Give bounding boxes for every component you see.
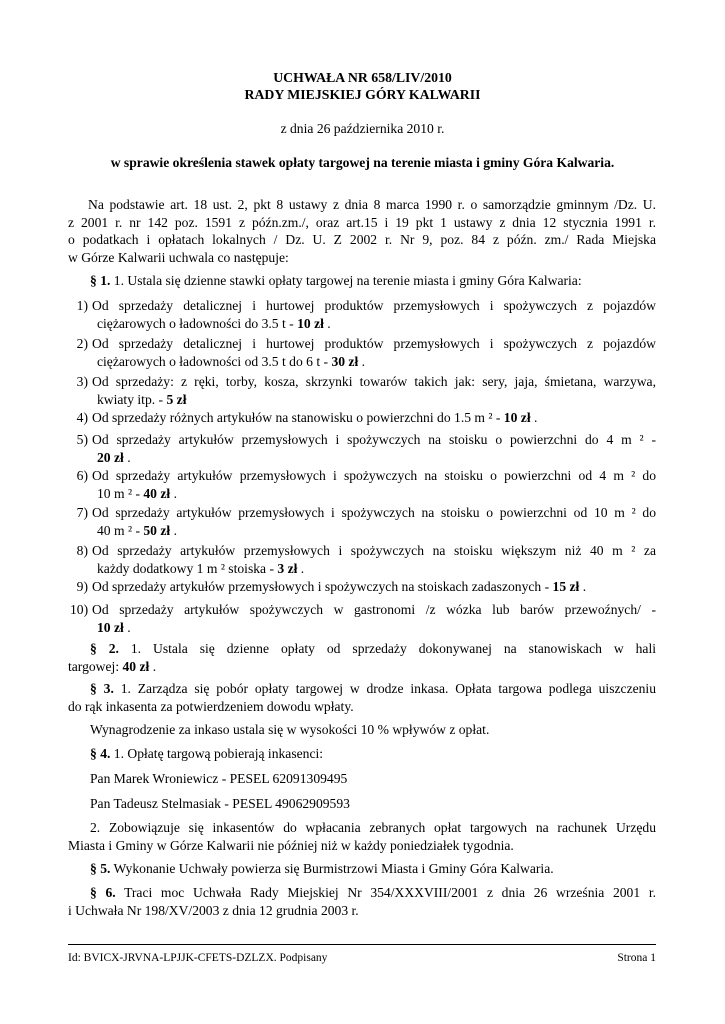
list-item: 1) Od sprzedaży detalicznej i hurtowej produktów przemysłowych i spożywczych z pojazdów ciężarowych o ładowności do 3.5 t - 10 zł . (76, 298, 656, 331)
preamble (68, 196, 656, 266)
list-item: 9) Od sprzedaży artykułów przemysłowych i spożywczych na stoiskach zadaszonych - 15 zł . (76, 579, 587, 594)
list-item: 6) Od sprzedaży artykułów przemysłowych i spożywczych na stoisku o powierzchni od 4 m ² do 10 m ² - 40 zł . (76, 468, 656, 501)
fee-amount: 10 zł (297, 315, 324, 331)
fee-amount: 10 zł (503, 410, 531, 425)
resolution-date: z dnia 26 października 2010 r. (280, 121, 445, 136)
resolution-subject: w sprawie określenia stawek opłaty targowej na terenie miasta i gminy Góra Kalwaria. (110, 155, 615, 170)
collector: Pan Tadeusz Stelmasiak - PESEL 49062909593 (90, 796, 350, 811)
fee-amount: 40 zł (122, 658, 150, 674)
paragraph-mark: § 1. (90, 273, 111, 288)
list-item: 4) Od sprzedaży różnych artykułów na stanowisku o powierzchni do 1.5 m ² - 10 zł . (76, 410, 538, 425)
fee-amount: 3 zł (277, 560, 298, 576)
fee-amount: 10 zł (97, 619, 124, 635)
collection-fee: Wynagrodzenie za inkaso ustala się w wysokości 10 % wpływów z opłat. (90, 722, 490, 737)
paragraph-mark: § 4. (90, 746, 111, 761)
paragraph-mark: § 3. (90, 681, 114, 696)
preamble-line: z 2001 r. nr 142 poz. 1591 z późn.zm./, oraz art.15 i 19 pkt 1 ustawy z dnia 12 stycznia 1991 r. (68, 214, 656, 230)
fee-amount: 30 zł (331, 353, 359, 369)
collector: Pan Marek Wroniewicz - PESEL 62091309495 (90, 771, 348, 786)
paragraph-6: § 6. Traci moc Uchwała Rady Miejskiej Nr 354/XXXVIII/2001 z dnia 26 września 2001 r. i Uchwała Nr 198/XV/2003 z dnia 12 grudnia 2003 r. (68, 885, 656, 918)
preamble-line: w Górze Kalwarii uchwala co następuje: (68, 249, 289, 265)
list-item: 7) Od sprzedaży artykułów przemysłowych i spożywczych na stoisku o powierzchni od 10 m ² do 40 m ² - 50 zł . (76, 505, 656, 538)
document-id: Id: BVICX-JRVNA-LPJJK-CFETS-DZLZX. Podpisany (68, 952, 328, 964)
fee-amount: 40 zł (143, 485, 171, 501)
fee-amount: 50 zł (143, 522, 171, 538)
list-item: 8) Od sprzedaży artykułów przemysłowych i spożywczych na stoisku większym niż 40 m ² za każdy dodatkowy 1 m ² stoiska - 3 zł . (76, 543, 656, 576)
paragraph-4-point-2: 2. Zobowiązuje się inkasentów do wpłacania zebranych opłat targowych na rachunek Urzędu Miasta i Gminy w Górze Kalwarii nie później niż w każdy poniedziałek tygodnia. (68, 820, 656, 853)
paragraph-5: § 5. Wykonanie Uchwały powierza się Burmistrzowi Miasta i Gminy Góra Kalwaria. (90, 861, 554, 876)
resolution-number: UCHWAŁA NR 658/LIV/2010 (273, 70, 452, 85)
paragraph-mark: § 5. (90, 861, 111, 876)
footer-divider (68, 944, 656, 945)
fee-amount: 20 zł (97, 449, 124, 465)
list-item: 5) Od sprzedaży artykułów przemysłowych i spożywczych na stoisku o powierzchni do 4 m ² - 20 zł . (76, 432, 656, 465)
paragraph-4-intro: § 4. 1. Opłatę targową pobierają inkasenci: (90, 746, 324, 761)
fee-amount: 5 zł (166, 391, 187, 407)
paragraph-3: § 3. 1. Zarządza się pobór opłaty targowej w drodze inkasa. Opłata targowa podlega uiszczeniu do rąk inkasenta za potwierdzeniem dowodu wpłaty. (68, 681, 657, 714)
council-name: RADY MIEJSKIEJ GÓRY KALWARII (244, 87, 481, 102)
list-item: 3) Od sprzedaży: z ręki, torby, kosza, skrzynki towarów takich jak: sery, jaja, śmietana, warzywa, kwiaty itp. - 5 zł (76, 374, 656, 407)
preamble-line: o podatkach i opłatach lokalnych / Dz. U. Z 2002 r. Nr 9, poz. 84 z późn. zm./ Rada Miejska (68, 232, 656, 248)
paragraph-mark: § 6. (90, 885, 116, 900)
preamble-line: Na podstawie art. 18 ust. 2, pkt 8 ustawy z dnia 8 marca 1990 r. o samorządzie gminnym /Dz. U. (88, 197, 656, 212)
paragraph-mark: § 2. (90, 641, 119, 656)
paragraph-1-intro: § 1. 1. Ustala się dzienne stawki opłaty targowej na terenie miasta i gminy Góra Kalwaria: (90, 273, 582, 288)
page-number: Strona 1 (617, 952, 656, 964)
fee-amount: 15 zł (552, 579, 580, 594)
list-item: 2) Od sprzedaży detalicznej i hurtowej produktów przemysłowych i spożywczych z pojazdów ciężarowych o ładowności od 3.5 t do 6 t - 30 zł . (76, 336, 656, 369)
paragraph-2: § 2. 1. Ustala się dzienne opłaty od sprzedaży dokonywanej na stanowiskach w hali targowej: 40 zł . (68, 641, 656, 674)
list-item: 10) Od sprzedaży artykułów spożywczych w gastronomi /z wózka lub barów przewoźnych/ - 10 zł . (70, 602, 656, 635)
